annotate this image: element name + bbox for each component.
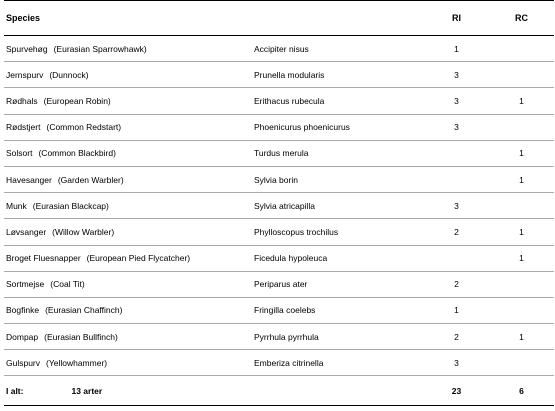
total-ri: 23 <box>424 376 489 406</box>
latin-name: Emberiza citrinella <box>254 350 424 376</box>
ri-value: 3 <box>424 350 489 376</box>
latin-name: Fringilla coelebs <box>254 297 424 323</box>
species-cell <box>4 114 254 140</box>
danish-name: Jernspurv <box>6 69 44 80</box>
english-name: (Eurasian Bullfinch) <box>44 331 118 342</box>
table-row <box>4 62 554 88</box>
ri-value <box>424 166 489 192</box>
ri-value: 3 <box>424 62 489 88</box>
total-rc: 6 <box>489 376 554 406</box>
table-header <box>4 1 554 36</box>
latin-name: Pyrrhula pyrrhula <box>254 324 424 350</box>
english-name: (Garden Warbler) <box>57 174 124 185</box>
english-name: (European Robin) <box>43 95 111 106</box>
header-ri: RI <box>424 1 489 36</box>
species-cell <box>4 166 254 192</box>
total-row <box>4 376 554 406</box>
species-cell <box>4 193 254 219</box>
latin-name: Phoenicurus phoenicurus <box>254 114 424 140</box>
danish-name: Munk <box>6 200 27 211</box>
species-cell <box>4 245 254 271</box>
latin-name: Sylvia atricapilla <box>254 193 424 219</box>
header-latin <box>254 1 424 36</box>
table-row <box>4 88 554 114</box>
rc-value <box>489 36 554 62</box>
danish-name: Gulspurv <box>6 357 41 368</box>
danish-name: Havesanger <box>6 174 52 185</box>
danish-name: Sortmejse <box>6 279 45 290</box>
english-name: (Coal Tit) <box>50 279 85 290</box>
english-name: (Dunnock) <box>49 69 89 80</box>
rc-value: 1 <box>489 88 554 114</box>
english-name: (Common Redstart) <box>46 122 122 133</box>
species-cell <box>4 140 254 166</box>
danish-name: Rødhals <box>6 95 38 106</box>
ri-value: 2 <box>424 324 489 350</box>
ri-value: 3 <box>424 88 489 114</box>
table-footer <box>4 376 554 406</box>
ri-value: 2 <box>424 219 489 245</box>
table-row <box>4 219 554 245</box>
species-cell <box>4 271 254 297</box>
english-name: (Common Blackbird) <box>38 148 116 159</box>
table-row <box>4 350 554 376</box>
rc-value <box>489 297 554 323</box>
danish-name: Bogfinke <box>6 305 40 316</box>
danish-name: Rødstjert <box>6 122 41 133</box>
latin-name: Periparus ater <box>254 271 424 297</box>
danish-name: Spurvehøg <box>6 43 48 54</box>
table-row <box>4 245 554 271</box>
species-cell <box>4 350 254 376</box>
rc-value <box>489 114 554 140</box>
species-cell <box>4 88 254 114</box>
table-row <box>4 36 554 62</box>
header-row <box>4 1 554 36</box>
rc-value <box>489 62 554 88</box>
ri-value: 2 <box>424 271 489 297</box>
english-name: (European Pied Flycatcher) <box>86 253 191 264</box>
total-cell <box>4 376 254 406</box>
ri-value <box>424 140 489 166</box>
latin-name: Sylvia borin <box>254 166 424 192</box>
species-cell <box>4 219 254 245</box>
total-latin-empty <box>254 376 424 406</box>
latin-name: Prunella modularis <box>254 62 424 88</box>
table-row <box>4 166 554 192</box>
english-name: (Willow Warbler) <box>52 226 115 237</box>
english-name: (Eurasian Sparrowhawk) <box>53 43 147 54</box>
header-species: Species <box>4 1 254 36</box>
rc-value <box>489 350 554 376</box>
header-rc: RC <box>489 1 554 36</box>
ri-value: 1 <box>424 36 489 62</box>
table-body <box>4 36 554 376</box>
rc-value: 1 <box>489 166 554 192</box>
table-row <box>4 297 554 323</box>
latin-name: Turdus merula <box>254 140 424 166</box>
rc-value: 1 <box>489 219 554 245</box>
danish-name: Løvsanger <box>6 226 47 237</box>
english-name: (Eurasian Chaffinch) <box>45 305 123 316</box>
table-row <box>4 114 554 140</box>
table-row <box>4 193 554 219</box>
rc-value: 1 <box>489 140 554 166</box>
danish-name: Solsort <box>6 148 33 159</box>
rc-value <box>489 271 554 297</box>
latin-name: Erithacus rubecula <box>254 88 424 114</box>
english-name: (Yellowhammer) <box>46 357 108 368</box>
species-cell <box>4 36 254 62</box>
species-cell <box>4 62 254 88</box>
rc-value: 1 <box>489 324 554 350</box>
species-table <box>4 0 554 406</box>
total-count: 13 arter <box>71 385 103 396</box>
ri-value: 1 <box>424 297 489 323</box>
rc-value <box>489 193 554 219</box>
table-row <box>4 140 554 166</box>
latin-name: Accipiter nisus <box>254 36 424 62</box>
ri-value: 3 <box>424 114 489 140</box>
rc-value: 1 <box>489 245 554 271</box>
english-name: (Eurasian Blackcap) <box>32 200 109 211</box>
ri-value: 3 <box>424 193 489 219</box>
table-row <box>4 324 554 350</box>
ri-value <box>424 245 489 271</box>
species-cell <box>4 324 254 350</box>
danish-name: Dompap <box>6 331 39 342</box>
species-cell <box>4 297 254 323</box>
latin-name: Phylloscopus trochilus <box>254 219 424 245</box>
danish-name: Broget Fluesnapper <box>6 253 81 264</box>
latin-name: Ficedula hypoleuca <box>254 245 424 271</box>
table-row <box>4 271 554 297</box>
total-label: I alt: <box>6 385 24 396</box>
